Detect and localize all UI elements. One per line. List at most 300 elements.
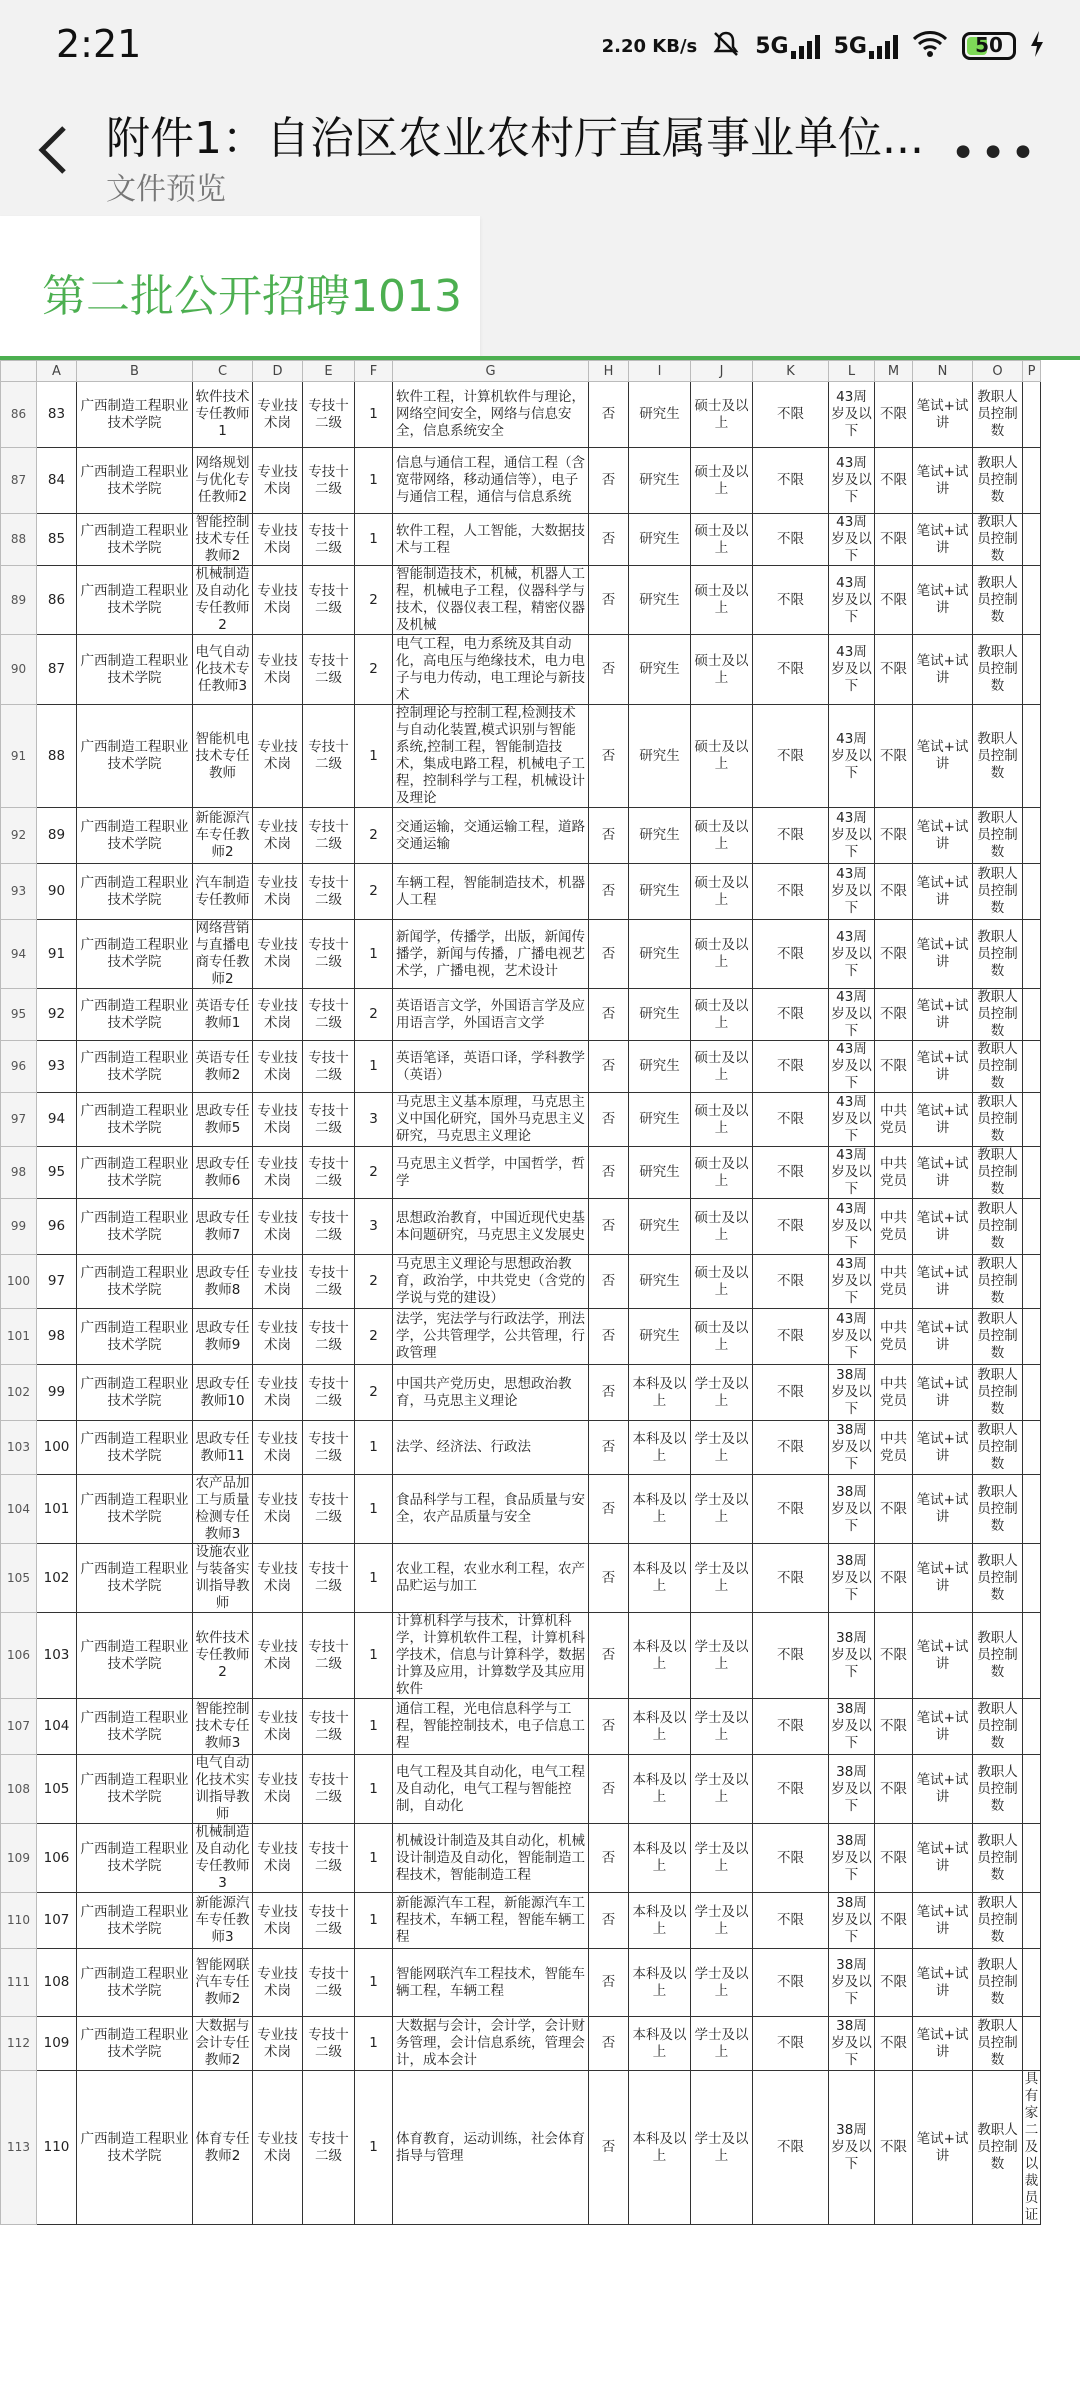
table-cell-n[interactable]: 笔试+试讲 <box>913 1199 973 1255</box>
table-cell-l[interactable]: 38周岁及以下 <box>829 1475 875 1544</box>
table-cell-m[interactable]: 中共党员 <box>875 1309 913 1365</box>
table-cell-g[interactable]: 英语笔译，英语口译，学科教学（英语） <box>393 1041 589 1093</box>
table-cell-c[interactable]: 思政专任教师9 <box>193 1309 253 1365</box>
table-cell-c[interactable]: 大数据与会计专任教师2 <box>193 2017 253 2071</box>
table-cell-o[interactable]: 教职人员控制数 <box>973 1041 1023 1093</box>
table-cell-h[interactable]: 否 <box>589 1041 629 1093</box>
table-cell-o[interactable]: 教职人员控制数 <box>973 1755 1023 1824</box>
table-cell-l[interactable]: 43周岁及以下 <box>829 1255 875 1309</box>
table-cell-m[interactable]: 不限 <box>875 1755 913 1824</box>
row-number[interactable]: 98 <box>1 1147 37 1199</box>
table-cell-i[interactable]: 本科及以上 <box>629 1699 691 1755</box>
table-cell-h[interactable]: 否 <box>589 1613 629 1699</box>
table-cell-d[interactable]: 专业技术岗 <box>253 1893 303 1949</box>
column-header-f[interactable]: F <box>355 361 393 382</box>
table-cell-k[interactable]: 不限 <box>753 705 829 808</box>
table-cell-b[interactable]: 广西制造工程职业技术学院 <box>77 864 193 920</box>
table-cell-e[interactable]: 专技十二级 <box>303 448 355 514</box>
table-cell-a[interactable]: 92 <box>37 989 77 1041</box>
table-cell-d[interactable]: 专业技术岗 <box>253 1199 303 1255</box>
column-header-o[interactable]: O <box>973 361 1023 382</box>
table-cell-g[interactable]: 食品科学与工程，食品质量与安全，农产品质量与安全 <box>393 1475 589 1544</box>
column-header-l[interactable]: L <box>829 361 875 382</box>
table-cell-c[interactable]: 智能控制技术专任教师2 <box>193 514 253 566</box>
table-cell-g[interactable]: 软件工程，计算机软件与理论，网络空间安全，网络与信息安全，信息系统安全 <box>393 382 589 448</box>
table-cell-o[interactable]: 教职人员控制数 <box>973 1365 1023 1421</box>
column-header-a[interactable]: A <box>37 361 77 382</box>
table-cell-j[interactable]: 硕士及以上 <box>691 448 753 514</box>
table-cell-b[interactable]: 广西制造工程职业技术学院 <box>77 635 193 705</box>
column-header-d[interactable]: D <box>253 361 303 382</box>
table-cell-a[interactable]: 106 <box>37 1824 77 1893</box>
table-cell-f[interactable]: 1 <box>355 514 393 566</box>
table-cell-m[interactable]: 不限 <box>875 1041 913 1093</box>
table-cell-n[interactable]: 笔试+试讲 <box>913 1824 973 1893</box>
table-cell-m[interactable]: 不限 <box>875 864 913 920</box>
table-cell-k[interactable]: 不限 <box>753 864 829 920</box>
table-cell-d[interactable]: 专业技术岗 <box>253 448 303 514</box>
table-cell-d[interactable]: 专业技术岗 <box>253 1613 303 1699</box>
table-cell-e[interactable]: 专技十二级 <box>303 1699 355 1755</box>
table-cell-i[interactable]: 本科及以上 <box>629 2017 691 2071</box>
table-cell-n[interactable]: 笔试+试讲 <box>913 1755 973 1824</box>
table-cell-b[interactable]: 广西制造工程职业技术学院 <box>77 1093 193 1147</box>
table-cell-f[interactable]: 3 <box>355 1199 393 1255</box>
table-cell-a[interactable]: 86 <box>37 566 77 635</box>
column-header-p[interactable]: P <box>1023 361 1041 382</box>
table-cell-n[interactable]: 笔试+试讲 <box>913 1613 973 1699</box>
table-cell-g[interactable]: 马克思主义基本原理，马克思主义中国化研究，国外马克思主义研究，马克思主义理论 <box>393 1093 589 1147</box>
table-cell-a[interactable]: 88 <box>37 705 77 808</box>
table-cell-j[interactable]: 学士及以上 <box>691 2071 753 2225</box>
table-cell-m[interactable]: 不限 <box>875 382 913 448</box>
table-cell-l[interactable]: 43周岁及以下 <box>829 514 875 566</box>
row-number[interactable]: 92 <box>1 808 37 864</box>
table-cell-o[interactable]: 教职人员控制数 <box>973 566 1023 635</box>
table-cell-b[interactable]: 广西制造工程职业技术学院 <box>77 2017 193 2071</box>
table-cell-f[interactable]: 1 <box>355 382 393 448</box>
table-cell-j[interactable]: 学士及以上 <box>691 1949 753 2017</box>
table-cell-i[interactable]: 研究生 <box>629 705 691 808</box>
table-cell-a[interactable]: 94 <box>37 1093 77 1147</box>
table-cell-i[interactable]: 本科及以上 <box>629 1365 691 1421</box>
table-cell-e[interactable]: 专技十二级 <box>303 2071 355 2225</box>
table-cell-f[interactable]: 1 <box>355 1949 393 2017</box>
table-cell-n[interactable]: 笔试+试讲 <box>913 2017 973 2071</box>
table-cell-d[interactable]: 专业技术岗 <box>253 1309 303 1365</box>
table-cell-h[interactable]: 否 <box>589 1199 629 1255</box>
table-cell-m[interactable]: 不限 <box>875 1893 913 1949</box>
table-cell-k[interactable]: 不限 <box>753 1544 829 1613</box>
table-cell-e[interactable]: 专技十二级 <box>303 1255 355 1309</box>
table-cell-d[interactable]: 专业技术岗 <box>253 1824 303 1893</box>
table-cell-l[interactable]: 43周岁及以下 <box>829 1199 875 1255</box>
table-cell-p[interactable] <box>1023 1365 1041 1421</box>
table-cell-g[interactable]: 电气工程，电力系统及其自动化，高电压与绝缘技术，电力电子与电力传动，电工理论与新技术 <box>393 635 589 705</box>
table-cell-e[interactable]: 专技十二级 <box>303 808 355 864</box>
table-cell-h[interactable]: 否 <box>589 808 629 864</box>
table-cell-h[interactable]: 否 <box>589 1755 629 1824</box>
table-cell-c[interactable]: 设施农业与装备实训指导教师 <box>193 1544 253 1613</box>
table-cell-p[interactable] <box>1023 1147 1041 1199</box>
table-cell-j[interactable]: 学士及以上 <box>691 1893 753 1949</box>
table-cell-i[interactable]: 本科及以上 <box>629 2071 691 2225</box>
table-cell-m[interactable]: 不限 <box>875 808 913 864</box>
table-cell-c[interactable]: 软件技术专任教师2 <box>193 1613 253 1699</box>
table-cell-f[interactable]: 1 <box>355 920 393 989</box>
row-number[interactable]: 107 <box>1 1699 37 1755</box>
table-cell-i[interactable]: 研究生 <box>629 635 691 705</box>
table-cell-i[interactable]: 研究生 <box>629 920 691 989</box>
row-number[interactable]: 105 <box>1 1544 37 1613</box>
table-cell-g[interactable]: 交通运输，交通运输工程，道路交通运输 <box>393 808 589 864</box>
table-cell-i[interactable]: 研究生 <box>629 1309 691 1365</box>
table-cell-l[interactable]: 43周岁及以下 <box>829 566 875 635</box>
table-cell-i[interactable]: 研究生 <box>629 1093 691 1147</box>
table-cell-f[interactable]: 1 <box>355 2071 393 2225</box>
table-cell-k[interactable]: 不限 <box>753 1949 829 2017</box>
table-cell-n[interactable]: 笔试+试讲 <box>913 1147 973 1199</box>
table-cell-b[interactable]: 广西制造工程职业技术学院 <box>77 1255 193 1309</box>
table-cell-l[interactable]: 43周岁及以下 <box>829 1093 875 1147</box>
table-cell-k[interactable]: 不限 <box>753 1755 829 1824</box>
table-cell-a[interactable]: 99 <box>37 1365 77 1421</box>
table-cell-b[interactable]: 广西制造工程职业技术学院 <box>77 1893 193 1949</box>
table-cell-g[interactable]: 新闻学，传播学，出版，新闻传播学，新闻与传播，广播电视艺术学，广播电视，艺术设计 <box>393 920 589 989</box>
table-cell-c[interactable]: 网络规划与优化专任教师2 <box>193 448 253 514</box>
table-cell-p[interactable] <box>1023 1255 1041 1309</box>
table-cell-o[interactable]: 教职人员控制数 <box>973 1949 1023 2017</box>
table-cell-f[interactable]: 1 <box>355 705 393 808</box>
row-number[interactable]: 88 <box>1 514 37 566</box>
table-cell-n[interactable]: 笔试+试讲 <box>913 1421 973 1475</box>
table-cell-f[interactable]: 2 <box>355 1365 393 1421</box>
table-cell-j[interactable]: 学士及以上 <box>691 1544 753 1613</box>
row-number[interactable]: 108 <box>1 1755 37 1824</box>
row-number[interactable]: 100 <box>1 1255 37 1309</box>
table-cell-h[interactable]: 否 <box>589 2071 629 2225</box>
table-cell-d[interactable]: 专业技术岗 <box>253 2071 303 2225</box>
table-cell-d[interactable]: 专业技术岗 <box>253 705 303 808</box>
table-cell-h[interactable]: 否 <box>589 1365 629 1421</box>
table-cell-b[interactable]: 广西制造工程职业技术学院 <box>77 1699 193 1755</box>
table-cell-l[interactable]: 38周岁及以下 <box>829 1544 875 1613</box>
row-number[interactable]: 111 <box>1 1949 37 2017</box>
table-cell-k[interactable]: 不限 <box>753 920 829 989</box>
table-cell-p[interactable] <box>1023 1699 1041 1755</box>
table-cell-o[interactable]: 教职人员控制数 <box>973 1421 1023 1475</box>
table-cell-l[interactable]: 43周岁及以下 <box>829 920 875 989</box>
table-cell-h[interactable]: 否 <box>589 514 629 566</box>
table-cell-k[interactable]: 不限 <box>753 2017 829 2071</box>
table-cell-m[interactable]: 不限 <box>875 705 913 808</box>
table-cell-h[interactable]: 否 <box>589 566 629 635</box>
table-cell-m[interactable]: 不限 <box>875 1949 913 2017</box>
table-cell-d[interactable]: 专业技术岗 <box>253 566 303 635</box>
table-cell-h[interactable]: 否 <box>589 2017 629 2071</box>
table-cell-l[interactable]: 43周岁及以下 <box>829 808 875 864</box>
table-cell-l[interactable]: 43周岁及以下 <box>829 382 875 448</box>
table-cell-b[interactable]: 广西制造工程职业技术学院 <box>77 920 193 989</box>
table-cell-e[interactable]: 专技十二级 <box>303 382 355 448</box>
table-cell-c[interactable]: 智能网联汽车专任教师2 <box>193 1949 253 2017</box>
table-cell-e[interactable]: 专技十二级 <box>303 1365 355 1421</box>
table-cell-n[interactable]: 笔试+试讲 <box>913 864 973 920</box>
table-cell-j[interactable]: 硕士及以上 <box>691 514 753 566</box>
table-cell-j[interactable]: 学士及以上 <box>691 1755 753 1824</box>
table-cell-d[interactable]: 专业技术岗 <box>253 1755 303 1824</box>
table-cell-d[interactable]: 专业技术岗 <box>253 920 303 989</box>
table-cell-g[interactable]: 农业工程，农业水利工程，农产品贮运与加工 <box>393 1544 589 1613</box>
table-cell-m[interactable]: 中共党员 <box>875 1365 913 1421</box>
table-cell-a[interactable]: 96 <box>37 1199 77 1255</box>
table-cell-h[interactable]: 否 <box>589 1255 629 1309</box>
table-cell-d[interactable]: 专业技术岗 <box>253 635 303 705</box>
table-cell-c[interactable]: 思政专任教师8 <box>193 1255 253 1309</box>
table-cell-c[interactable]: 农产品加工与质量检测专任教师3 <box>193 1475 253 1544</box>
table-cell-l[interactable]: 43周岁及以下 <box>829 1309 875 1365</box>
table-cell-j[interactable]: 硕士及以上 <box>691 566 753 635</box>
table-cell-f[interactable]: 1 <box>355 1041 393 1093</box>
table-cell-f[interactable]: 1 <box>355 448 393 514</box>
table-cell-m[interactable]: 不限 <box>875 514 913 566</box>
table-cell-g[interactable]: 体育教育，运动训练，社会体育指导与管理 <box>393 2071 589 2225</box>
table-cell-b[interactable]: 广西制造工程职业技术学院 <box>77 1613 193 1699</box>
table-cell-a[interactable]: 83 <box>37 382 77 448</box>
table-cell-i[interactable]: 本科及以上 <box>629 1544 691 1613</box>
table-cell-m[interactable]: 不限 <box>875 2017 913 2071</box>
table-cell-i[interactable]: 本科及以上 <box>629 1613 691 1699</box>
table-cell-n[interactable]: 笔试+试讲 <box>913 1544 973 1613</box>
table-cell-k[interactable]: 不限 <box>753 1824 829 1893</box>
table-cell-b[interactable]: 广西制造工程职业技术学院 <box>77 448 193 514</box>
table-cell-c[interactable]: 思政专任教师5 <box>193 1093 253 1147</box>
table-cell-l[interactable]: 38周岁及以下 <box>829 1613 875 1699</box>
table-cell-m[interactable]: 不限 <box>875 989 913 1041</box>
table-cell-o[interactable]: 教职人员控制数 <box>973 1475 1023 1544</box>
back-icon[interactable] <box>34 122 70 188</box>
table-cell-k[interactable]: 不限 <box>753 808 829 864</box>
table-cell-a[interactable]: 89 <box>37 808 77 864</box>
table-cell-h[interactable]: 否 <box>589 705 629 808</box>
table-cell-b[interactable]: 广西制造工程职业技术学院 <box>77 705 193 808</box>
table-cell-g[interactable]: 机械设计制造及其自动化，机械设计制造及自动化，智能制造工程技术，智能制造工程 <box>393 1824 589 1893</box>
row-number[interactable]: 102 <box>1 1365 37 1421</box>
table-cell-k[interactable]: 不限 <box>753 1255 829 1309</box>
table-cell-c[interactable]: 智能机电技术专任教师 <box>193 705 253 808</box>
table-cell-k[interactable]: 不限 <box>753 382 829 448</box>
table-cell-b[interactable]: 广西制造工程职业技术学院 <box>77 566 193 635</box>
table-cell-c[interactable]: 电气自动化技术实训指导教师 <box>193 1755 253 1824</box>
table-cell-e[interactable]: 专技十二级 <box>303 989 355 1041</box>
table-cell-i[interactable]: 研究生 <box>629 1199 691 1255</box>
table-cell-k[interactable]: 不限 <box>753 1613 829 1699</box>
row-number[interactable]: 113 <box>1 2071 37 2225</box>
table-cell-g[interactable]: 马克思主义理论与思想政治教育，政治学，中共党史（含党的学说与党的建设） <box>393 1255 589 1309</box>
table-cell-b[interactable]: 广西制造工程职业技术学院 <box>77 1824 193 1893</box>
row-number[interactable]: 110 <box>1 1893 37 1949</box>
table-cell-f[interactable]: 2 <box>355 1147 393 1199</box>
table-cell-k[interactable]: 不限 <box>753 566 829 635</box>
table-cell-d[interactable]: 专业技术岗 <box>253 1421 303 1475</box>
table-cell-f[interactable]: 2 <box>355 1255 393 1309</box>
table-cell-i[interactable]: 研究生 <box>629 989 691 1041</box>
table-cell-n[interactable]: 笔试+试讲 <box>913 1309 973 1365</box>
table-cell-p[interactable] <box>1023 1613 1041 1699</box>
table-cell-c[interactable]: 体育专任教师2 <box>193 2071 253 2225</box>
table-cell-e[interactable]: 专技十二级 <box>303 514 355 566</box>
table-cell-g[interactable]: 英语语言文学，外国语言学及应用语言学，外国语言文学 <box>393 989 589 1041</box>
table-cell-j[interactable]: 硕士及以上 <box>691 989 753 1041</box>
table-cell-g[interactable]: 信息与通信工程，通信工程（含宽带网络，移动通信等），电子与通信工程，通信与信息系统 <box>393 448 589 514</box>
table-cell-e[interactable]: 专技十二级 <box>303 1475 355 1544</box>
table-cell-p[interactable] <box>1023 448 1041 514</box>
table-cell-a[interactable]: 91 <box>37 920 77 989</box>
table-cell-l[interactable]: 38周岁及以下 <box>829 1421 875 1475</box>
table-cell-j[interactable]: 学士及以上 <box>691 1421 753 1475</box>
table-cell-n[interactable]: 笔试+试讲 <box>913 448 973 514</box>
table-cell-j[interactable]: 硕士及以上 <box>691 635 753 705</box>
table-cell-m[interactable]: 不限 <box>875 1544 913 1613</box>
table-cell-b[interactable]: 广西制造工程职业技术学院 <box>77 1199 193 1255</box>
table-cell-d[interactable]: 专业技术岗 <box>253 989 303 1041</box>
table-cell-p[interactable] <box>1023 1421 1041 1475</box>
table-cell-b[interactable]: 广西制造工程职业技术学院 <box>77 1755 193 1824</box>
table-cell-j[interactable]: 学士及以上 <box>691 2017 753 2071</box>
table-cell-m[interactable]: 不限 <box>875 1699 913 1755</box>
table-cell-f[interactable]: 2 <box>355 566 393 635</box>
table-cell-n[interactable]: 笔试+试讲 <box>913 514 973 566</box>
table-cell-k[interactable]: 不限 <box>753 1309 829 1365</box>
table-cell-p[interactable] <box>1023 1309 1041 1365</box>
table-cell-p[interactable] <box>1023 808 1041 864</box>
table-cell-j[interactable]: 硕士及以上 <box>691 1147 753 1199</box>
table-cell-o[interactable]: 教职人员控制数 <box>973 989 1023 1041</box>
table-cell-g[interactable]: 大数据与会计，会计学，会计财务管理，会计信息系统，管理会计，成本会计 <box>393 2017 589 2071</box>
table-cell-a[interactable]: 104 <box>37 1699 77 1755</box>
column-header-c[interactable]: C <box>193 361 253 382</box>
table-cell-m[interactable]: 不限 <box>875 1475 913 1544</box>
table-cell-f[interactable]: 2 <box>355 635 393 705</box>
table-cell-n[interactable]: 笔试+试讲 <box>913 1949 973 2017</box>
table-cell-n[interactable]: 笔试+试讲 <box>913 808 973 864</box>
table-cell-h[interactable]: 否 <box>589 864 629 920</box>
table-cell-p[interactable] <box>1023 705 1041 808</box>
table-cell-k[interactable]: 不限 <box>753 1699 829 1755</box>
table-cell-a[interactable]: 97 <box>37 1255 77 1309</box>
table-cell-h[interactable]: 否 <box>589 1147 629 1199</box>
table-cell-e[interactable]: 专技十二级 <box>303 566 355 635</box>
table-cell-e[interactable]: 专技十二级 <box>303 1824 355 1893</box>
table-cell-g[interactable]: 思想政治教育，中国近现代史基本问题研究，马克思主义发展史 <box>393 1199 589 1255</box>
table-cell-e[interactable]: 专技十二级 <box>303 920 355 989</box>
table-cell-g[interactable]: 车辆工程，智能制造技术，机器人工程 <box>393 864 589 920</box>
sheet-tab[interactable] <box>0 216 480 356</box>
table-cell-c[interactable]: 新能源汽车专任教师2 <box>193 808 253 864</box>
table-cell-o[interactable]: 教职人员控制数 <box>973 1544 1023 1613</box>
table-cell-e[interactable]: 专技十二级 <box>303 1093 355 1147</box>
table-cell-g[interactable]: 法学、经济法、行政法 <box>393 1421 589 1475</box>
table-cell-e[interactable]: 专技十二级 <box>303 1309 355 1365</box>
table-cell-k[interactable]: 不限 <box>753 1093 829 1147</box>
table-cell-c[interactable]: 英语专任教师1 <box>193 989 253 1041</box>
table-cell-k[interactable]: 不限 <box>753 1147 829 1199</box>
table-cell-k[interactable]: 不限 <box>753 2071 829 2225</box>
table-cell-e[interactable]: 专技十二级 <box>303 1147 355 1199</box>
table-cell-k[interactable]: 不限 <box>753 1365 829 1421</box>
table-cell-f[interactable]: 2 <box>355 808 393 864</box>
row-number[interactable]: 87 <box>1 448 37 514</box>
table-cell-j[interactable]: 硕士及以上 <box>691 808 753 864</box>
table-cell-j[interactable]: 硕士及以上 <box>691 1309 753 1365</box>
table-cell-h[interactable]: 否 <box>589 382 629 448</box>
table-cell-g[interactable]: 计算机科学与技术，计算机科学，计算机软件工程，计算机科学技术，信息与计算科学，数据计算及应用，计算数学及其应用软件 <box>393 1613 589 1699</box>
table-cell-e[interactable]: 专技十二级 <box>303 1041 355 1093</box>
table-cell-a[interactable]: 100 <box>37 1421 77 1475</box>
table-cell-a[interactable]: 85 <box>37 514 77 566</box>
row-number[interactable]: 89 <box>1 566 37 635</box>
table-cell-j[interactable]: 学士及以上 <box>691 1613 753 1699</box>
table-cell-p[interactable] <box>1023 1199 1041 1255</box>
table-cell-p[interactable] <box>1023 1755 1041 1824</box>
table-cell-o[interactable]: 教职人员控制数 <box>973 1255 1023 1309</box>
table-cell-d[interactable]: 专业技术岗 <box>253 808 303 864</box>
table-cell-n[interactable]: 笔试+试讲 <box>913 1699 973 1755</box>
column-header-n[interactable]: N <box>913 361 973 382</box>
table-cell-m[interactable]: 中共党员 <box>875 1199 913 1255</box>
table-cell-n[interactable]: 笔试+试讲 <box>913 1475 973 1544</box>
table-cell-a[interactable]: 84 <box>37 448 77 514</box>
table-cell-g[interactable]: 马克思主义哲学，中国哲学，哲学 <box>393 1147 589 1199</box>
table-cell-j[interactable]: 硕士及以上 <box>691 382 753 448</box>
table-cell-n[interactable]: 笔试+试讲 <box>913 1893 973 1949</box>
table-cell-m[interactable]: 不限 <box>875 635 913 705</box>
table-cell-b[interactable]: 广西制造工程职业技术学院 <box>77 808 193 864</box>
table-cell-b[interactable]: 广西制造工程职业技术学院 <box>77 1421 193 1475</box>
corner-cell[interactable] <box>1 361 37 382</box>
table-cell-d[interactable]: 专业技术岗 <box>253 1475 303 1544</box>
column-header-b[interactable]: B <box>77 361 193 382</box>
table-cell-f[interactable]: 1 <box>355 2017 393 2071</box>
column-header-g[interactable]: G <box>393 361 589 382</box>
table-cell-e[interactable]: 专技十二级 <box>303 1421 355 1475</box>
table-cell-g[interactable]: 智能制造技术，机械，机器人工程，机械电子工程，仪器科学与技术，仪器仪表工程，精密仪器及机械 <box>393 566 589 635</box>
table-cell-p[interactable] <box>1023 566 1041 635</box>
table-cell-p[interactable] <box>1023 1093 1041 1147</box>
table-cell-n[interactable]: 笔试+试讲 <box>913 635 973 705</box>
table-cell-a[interactable]: 105 <box>37 1755 77 1824</box>
table-cell-l[interactable]: 43周岁及以下 <box>829 705 875 808</box>
table-cell-n[interactable]: 笔试+试讲 <box>913 989 973 1041</box>
table-cell-l[interactable]: 38周岁及以下 <box>829 2071 875 2225</box>
table-cell-n[interactable]: 笔试+试讲 <box>913 566 973 635</box>
table-cell-m[interactable]: 中共党员 <box>875 1147 913 1199</box>
table-cell-f[interactable]: 1 <box>355 1475 393 1544</box>
table-cell-l[interactable]: 38周岁及以下 <box>829 1755 875 1824</box>
table-cell-o[interactable]: 教职人员控制数 <box>973 1613 1023 1699</box>
table-cell-b[interactable]: 广西制造工程职业技术学院 <box>77 1544 193 1613</box>
table-cell-b[interactable]: 广西制造工程职业技术学院 <box>77 1365 193 1421</box>
column-header-j[interactable]: J <box>691 361 753 382</box>
table-cell-j[interactable]: 硕士及以上 <box>691 1199 753 1255</box>
table-cell-e[interactable]: 专技十二级 <box>303 705 355 808</box>
table-cell-h[interactable]: 否 <box>589 989 629 1041</box>
table-cell-h[interactable]: 否 <box>589 1949 629 2017</box>
table-cell-o[interactable]: 教职人员控制数 <box>973 1093 1023 1147</box>
table-cell-f[interactable]: 3 <box>355 1093 393 1147</box>
table-cell-h[interactable]: 否 <box>589 1544 629 1613</box>
table-cell-n[interactable]: 笔试+试讲 <box>913 920 973 989</box>
